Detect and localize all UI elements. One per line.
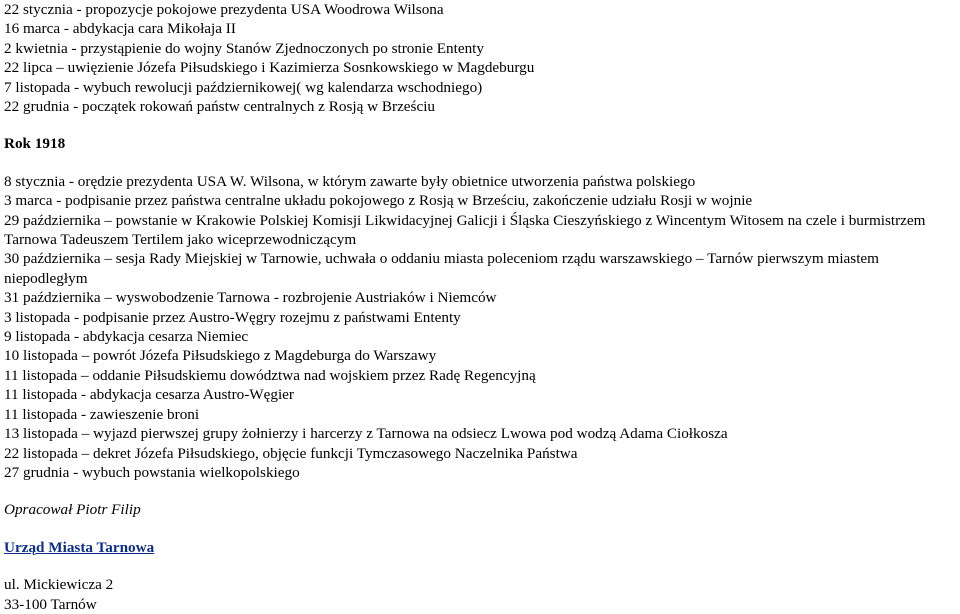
event-line: 2 kwietnia - przystąpienie do wojny Stanów Zjednoczonych po stronie Ententy	[4, 39, 484, 57]
office-link[interactable]: Urząd Miasta Tarnowa	[4, 538, 155, 556]
event-line: 11 listopada – oddanie Piłsudskiemu dowództwa nad wojskiem przez Radę Regencyjną	[4, 366, 536, 384]
event-line: 10 listopada – powrót Józefa Piłsudskiego z Magdeburga do Warszawy	[4, 347, 437, 365]
event-line: 16 marca - abdykacja cara Mikołaja II	[4, 20, 236, 38]
address-street: ul. Mickiewicza 2	[4, 576, 114, 594]
address-block	[4, 575, 956, 614]
event-line: 22 stycznia - propozycje pokojowe prezydenta USA Woodrowa Wilsona	[4, 1, 444, 18]
author-credit: Opracował Piotr Filip	[4, 501, 141, 519]
event-line: 3 marca - podpisanie przez państwa centralne układu pokojowego z Rosją w Brześciu, zakończenie udziału Rosji w wojnie	[4, 192, 753, 210]
address-city: 33-100 Tarnów	[4, 595, 97, 613]
event-line: 27 grudnia - wybuch powstania wielkopolskiego	[4, 463, 300, 481]
event-line: 30 października – sesja Rady Miejskiej w Tarnowie, uchwała o oddaniu miasta poleceniom rządu warszawskiego – Tarnów pierwszym miastem niepodległym	[4, 250, 879, 287]
event-line: 31 października – wyswobodzenie Tarnowa - rozbrojenie Austriaków i Niemców	[4, 289, 497, 307]
event-line: 13 listopada – wyjazd pierwszej grupy żołnierzy i harcerzy z Tarnowa na odsiecz Lwowa pod wodzą Adama Ciołkosza	[4, 425, 728, 443]
event-line: 22 lipca – uwięzienie Józefa Piłsudskiego i Kazimierza Sosnkowskiego w Magdeburgu	[4, 59, 535, 77]
event-line: 11 listopada - abdykacja cesarza Austro-Węgier	[4, 386, 294, 404]
event-line: 22 grudnia - początek rokowań państw centralnych z Rosją w Brześciu	[4, 98, 436, 116]
year-heading: Rok 1918	[4, 135, 66, 153]
event-line: 3 listopada - podpisanie przez Austro-Węgry rozejmu z państwami Ententy	[4, 308, 461, 326]
event-line: 8 stycznia - orędzie prezydenta USA W. Wilsona, w którym zawarte były obietnice utworzenia państwa polskiego	[4, 172, 696, 190]
events-1918-list	[4, 172, 956, 483]
event-line: 9 listopada - abdykacja cesarza Niemiec	[4, 328, 249, 346]
event-line: 11 listopada - zawieszenie broni	[4, 405, 200, 423]
document-page	[4, 0, 956, 614]
events-1917-list	[4, 0, 956, 116]
event-line: 29 października – powstanie w Krakowie Polskiej Komisji Likwidacyjnej Galicji i Śląska Cieszyńskiego z Wincentym Witosem na czele i burmistrzem Tarnowa Tadeuszem Tertilem jako wiceprzewodniczącym	[4, 211, 926, 249]
event-line: 7 listopada - wybuch rewolucji październikowej( wg kalendarza wschodniego)	[4, 78, 483, 96]
event-line: 22 listopada – dekret Józefa Piłsudskiego, objęcie funkcji Tymczasowego Naczelnika Państwa	[4, 444, 578, 462]
